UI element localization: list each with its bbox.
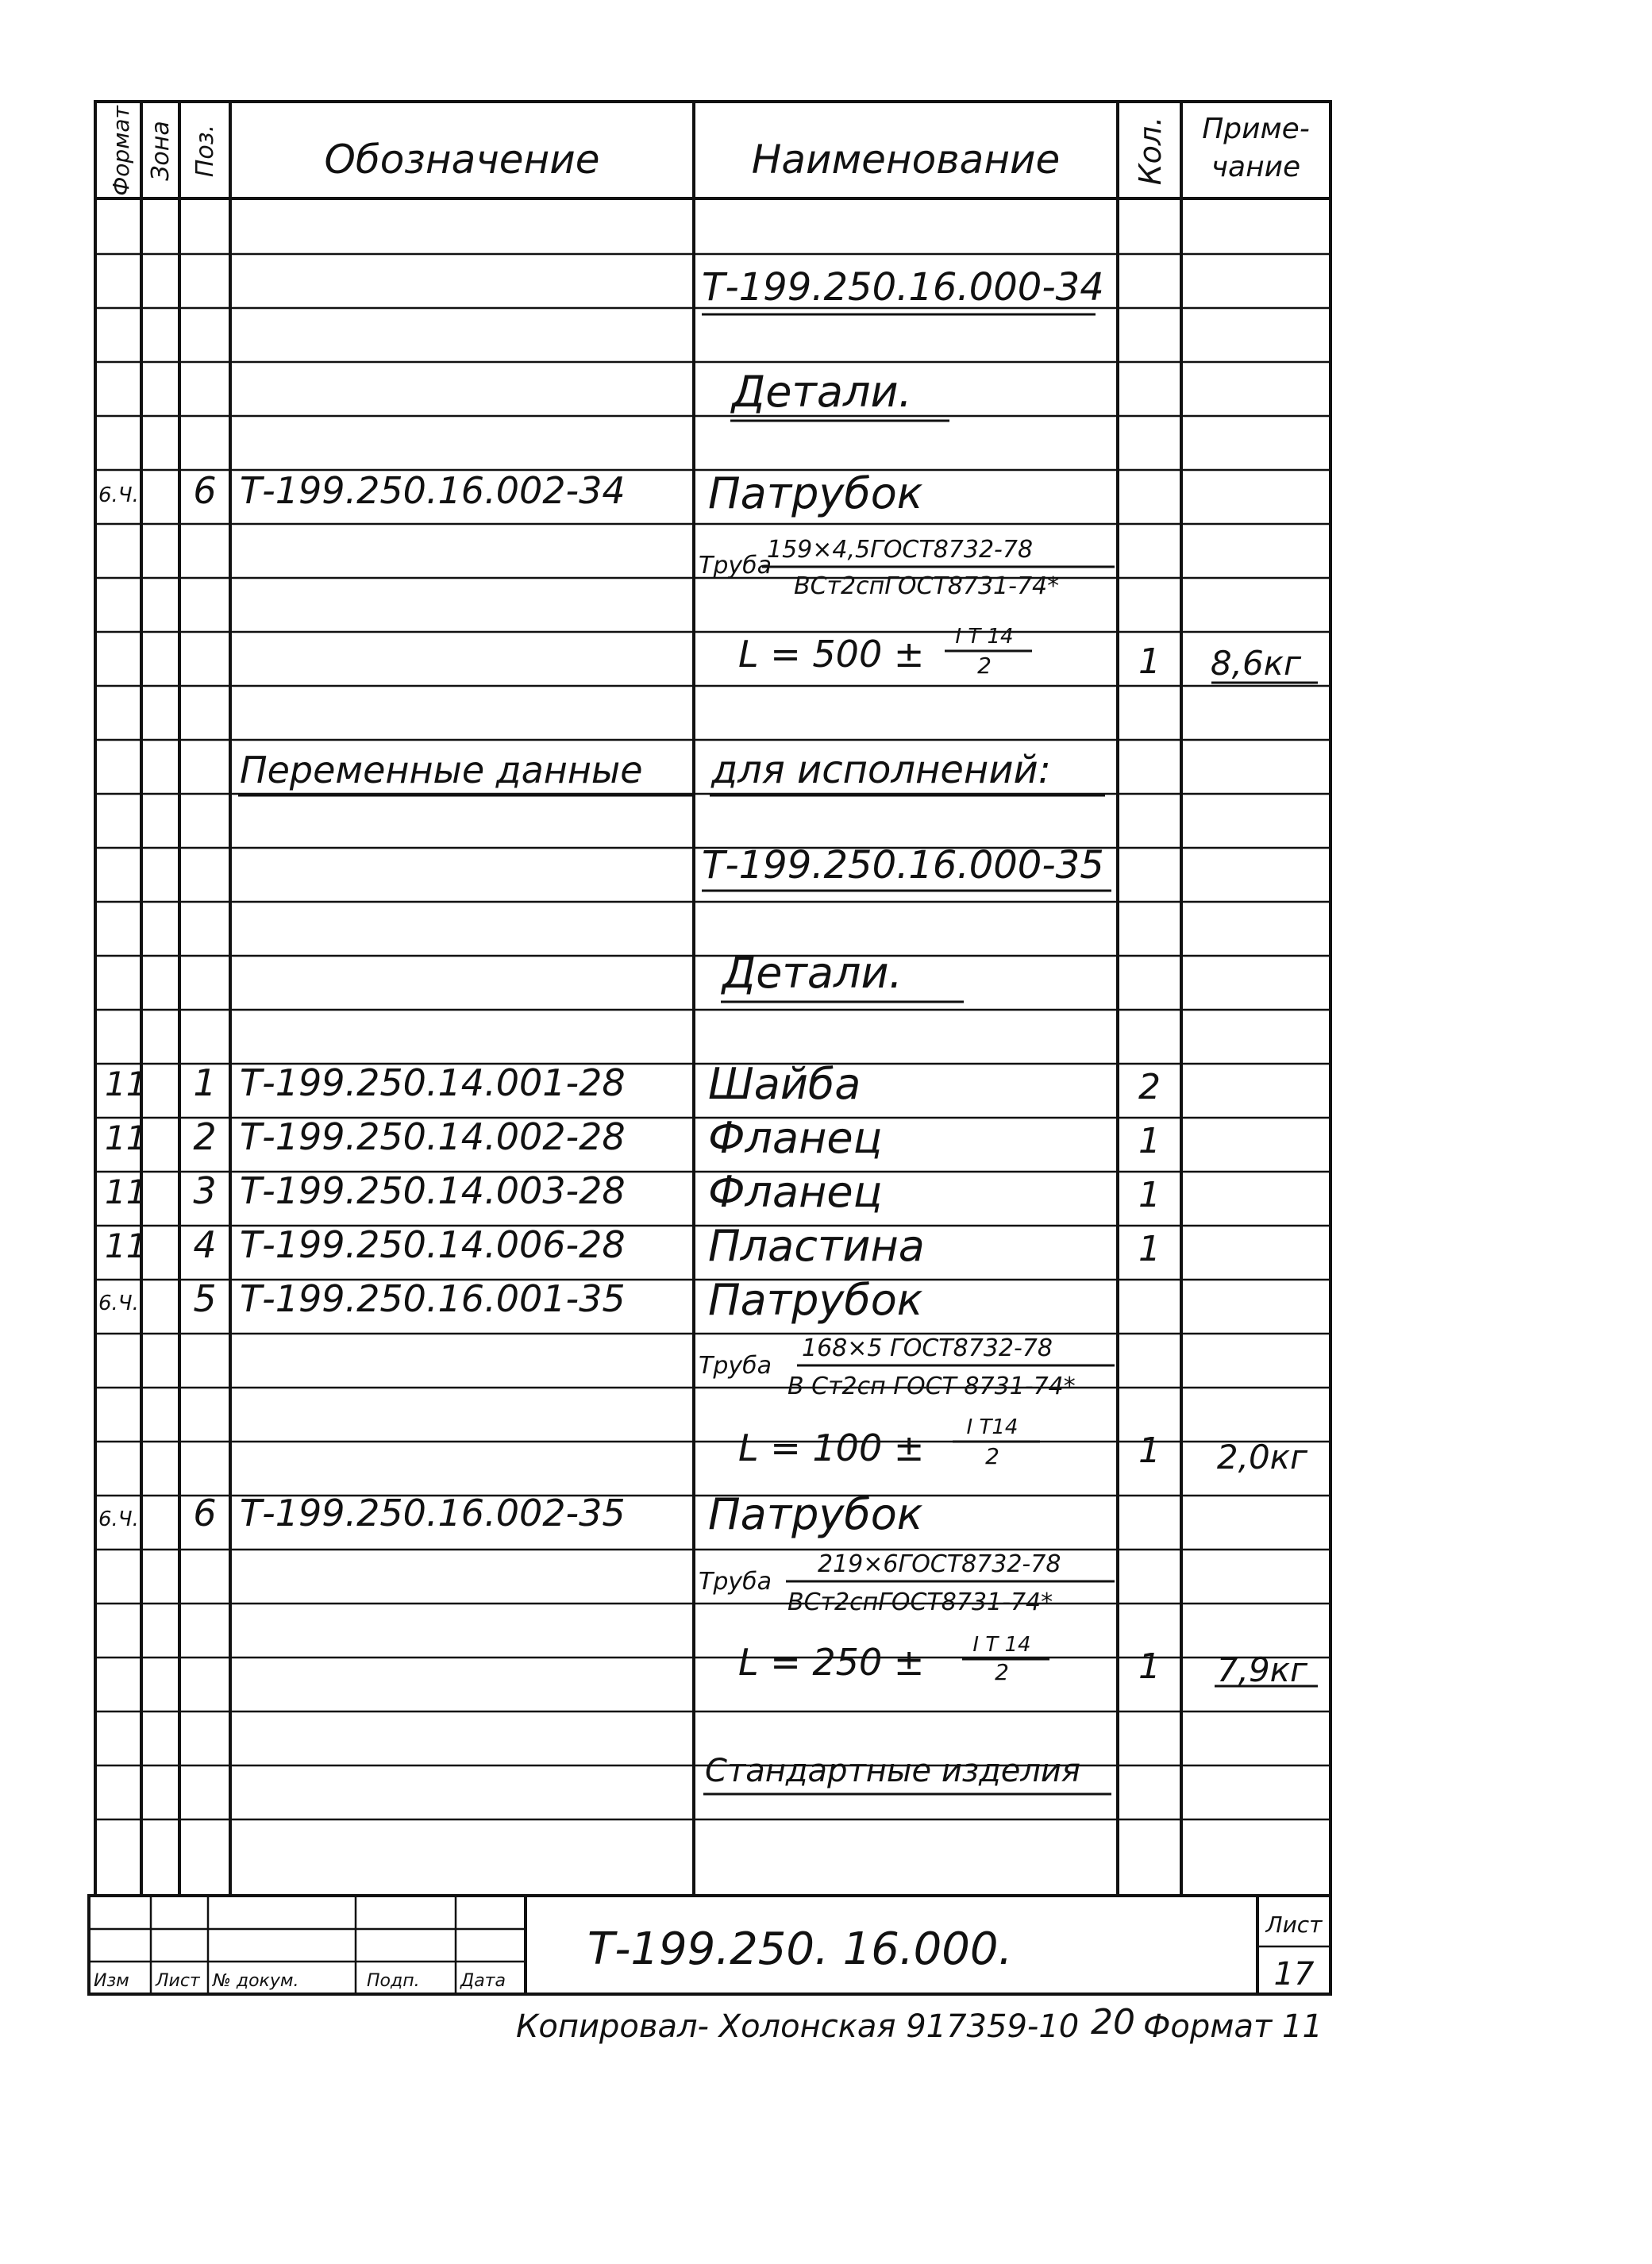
title-col-izm: Изм bbox=[94, 1971, 129, 1991]
row-name: Пластина bbox=[708, 1221, 925, 1271]
row-designation: Т-199.250.14.001-28 bbox=[240, 1061, 626, 1104]
row-name: Шайба bbox=[708, 1059, 861, 1109]
row-note: 7,9кг bbox=[1216, 1650, 1308, 1689]
header-qty: Кол. bbox=[1133, 116, 1168, 186]
footer-number: 20 bbox=[1091, 2002, 1135, 2043]
row-qty: 1 bbox=[1138, 1430, 1161, 1471]
document-code: Т-199.250. 16.000. bbox=[587, 1923, 1013, 1975]
row-designation: Т-199.250.16.002-34 bbox=[240, 469, 626, 512]
pipe-spec-bottom: В Ст2сп ГОСТ 8731-74* bbox=[787, 1373, 1076, 1400]
row-format: 6.Ч. bbox=[98, 1292, 139, 1315]
row-qty: 1 bbox=[1138, 1121, 1161, 1161]
row-designation: Т-199.250.16.001-35 bbox=[240, 1277, 626, 1320]
row-pos: 2 bbox=[193, 1115, 217, 1158]
row-pos: 6 bbox=[193, 469, 217, 512]
header-pos: Поз. bbox=[191, 124, 219, 178]
variant-35-code: Т-199.250.16.000-35 bbox=[702, 843, 1104, 888]
title-block bbox=[89, 1896, 1330, 1994]
tolerance-num: I T 14 bbox=[972, 1633, 1031, 1657]
row-format: 11 bbox=[105, 1226, 148, 1265]
row-designation: Т-199.250.14.006-28 bbox=[240, 1223, 626, 1266]
row-pos: 1 bbox=[193, 1061, 217, 1104]
footer-format: Формат 11 bbox=[1143, 2008, 1323, 2045]
row-name: Патрубок bbox=[708, 1275, 923, 1325]
row-name: Фланец bbox=[708, 1113, 883, 1163]
header-designation: Обозначение bbox=[324, 137, 600, 183]
variable-data-label: Переменные данные bbox=[240, 749, 643, 791]
pipe-spec-top: 168×5 ГОСТ8732-78 bbox=[802, 1334, 1053, 1362]
section-standard-items: Стандартные изделия bbox=[705, 1753, 1080, 1789]
row-qty: 2 bbox=[1138, 1067, 1161, 1107]
header-zone: Зона bbox=[147, 121, 175, 181]
pipe-prefix: Труба bbox=[699, 1352, 772, 1380]
pipe-prefix: Труба bbox=[699, 1568, 772, 1596]
tolerance-den: 2 bbox=[985, 1443, 999, 1469]
row-qty: 1 bbox=[1138, 1229, 1161, 1269]
row-qty: 1 bbox=[1138, 641, 1161, 682]
table-header bbox=[108, 106, 1310, 196]
pipe-spec-top: 219×6ГОСТ8732-78 bbox=[818, 1550, 1061, 1578]
footer bbox=[516, 2002, 1323, 2045]
row-name: Патрубок bbox=[708, 1489, 923, 1539]
row-format: 6.Ч. bbox=[98, 1507, 139, 1531]
row-pos: 4 bbox=[193, 1223, 217, 1266]
section-details-35: Детали. bbox=[722, 948, 903, 998]
sheet-number: 17 bbox=[1273, 1956, 1315, 1993]
row-name: Патрубок bbox=[708, 468, 923, 518]
table-body bbox=[98, 265, 1318, 1794]
header-note-line1: Приме- bbox=[1202, 113, 1310, 145]
title-col-list: Лист bbox=[156, 1971, 200, 1991]
row-note: 2,0кг bbox=[1216, 1438, 1308, 1477]
row-format: 11 bbox=[105, 1172, 148, 1211]
section-details-34: Детали. bbox=[732, 367, 912, 417]
variant-34-code: Т-199.250.16.000-34 bbox=[702, 265, 1104, 310]
row-pos: 5 bbox=[193, 1277, 217, 1320]
pipe-spec-bottom: ВСт2спГОСТ8731-74* bbox=[794, 572, 1060, 600]
length-formula: L = 500 ± bbox=[738, 633, 925, 676]
table-grid bbox=[95, 102, 1330, 1896]
pipe-spec-top: 159×4,5ГОСТ8732-78 bbox=[767, 536, 1034, 564]
copied-by: Копировал- Холонская 917359-10 bbox=[516, 2008, 1080, 2045]
title-col-sign: Подп. bbox=[367, 1971, 420, 1991]
row-qty: 1 bbox=[1138, 1646, 1161, 1687]
row-pos: 6 bbox=[193, 1492, 217, 1534]
row-name: Фланец bbox=[708, 1167, 883, 1217]
title-col-doc-no: № докум. bbox=[213, 1971, 299, 1991]
row-format: 6.Ч. bbox=[98, 483, 139, 507]
tolerance-den: 2 bbox=[977, 653, 992, 679]
row-format: 11 bbox=[105, 1119, 148, 1157]
tolerance-num: I T14 bbox=[966, 1415, 1019, 1439]
tolerance-den: 2 bbox=[995, 1659, 1009, 1685]
row-designation: Т-199.250.14.002-28 bbox=[240, 1115, 626, 1158]
title-col-date: Дата bbox=[460, 1971, 506, 1991]
header-note-line2: чание bbox=[1211, 151, 1301, 183]
row-note: 8,6кг bbox=[1210, 644, 1302, 683]
header-name: Наименование bbox=[751, 137, 1061, 183]
row-pos: 3 bbox=[193, 1169, 217, 1212]
length-formula: L = 100 ± bbox=[738, 1427, 925, 1469]
row-designation: Т-199.250.14.003-28 bbox=[240, 1169, 626, 1212]
row-format: 11 bbox=[105, 1065, 148, 1103]
length-formula: L = 250 ± bbox=[738, 1641, 925, 1684]
tolerance-num: I T 14 bbox=[955, 625, 1014, 649]
pipe-prefix: Труба bbox=[699, 552, 772, 579]
row-designation: Т-199.250.16.002-35 bbox=[240, 1492, 626, 1534]
variable-data-label-cont: для исполнений: bbox=[711, 748, 1051, 792]
pipe-spec-bottom: ВСт2спГОСТ8731-74* bbox=[787, 1588, 1053, 1616]
row-qty: 1 bbox=[1138, 1175, 1161, 1215]
header-format: Формат bbox=[108, 106, 134, 196]
sheet-label: Лист bbox=[1265, 1912, 1323, 1938]
